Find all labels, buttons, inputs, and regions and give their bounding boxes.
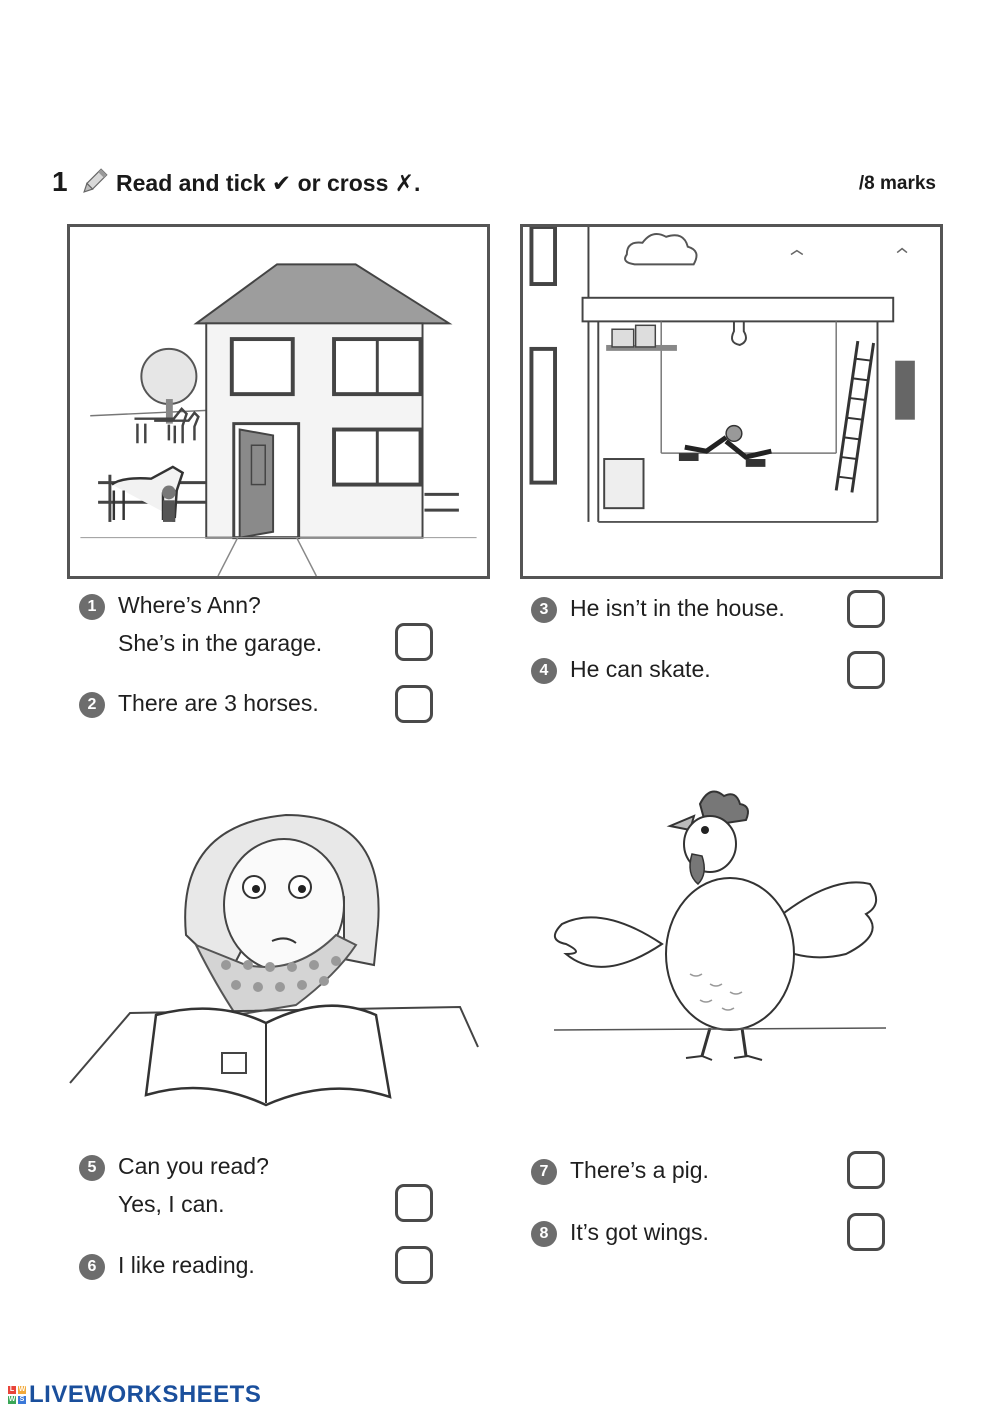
question-2-line1: There are 3 horses. (118, 690, 319, 716)
question-5-line1: Can you read? (118, 1153, 269, 1179)
logo-letter: W (18, 1386, 26, 1393)
question-6-line1: I like reading. (118, 1252, 255, 1278)
instruction-text: Read and tick ✔ or cross ✗. (116, 170, 421, 196)
question-3-line1: He isn’t in the house. (570, 595, 785, 621)
question-number-3: 3 (531, 597, 557, 623)
girl-reading-picture (66, 805, 481, 1115)
garage-picture (520, 224, 943, 579)
question-number-5: 5 (79, 1155, 105, 1181)
question-1-line1: Where’s Ann? (118, 592, 261, 618)
answer-box-4[interactable] (847, 651, 885, 689)
answer-box-7[interactable] (847, 1151, 885, 1189)
answer-box-5[interactable] (395, 1184, 433, 1222)
house-picture (67, 224, 490, 579)
question-8-line1: It’s got wings. (570, 1219, 709, 1245)
question-5-line2: Yes, I can. (118, 1191, 225, 1217)
question-number-8: 8 (531, 1221, 557, 1247)
liveworksheets-logo[interactable] (8, 1382, 261, 1408)
answer-box-3[interactable] (847, 590, 885, 628)
logo-letter: S (19, 1396, 25, 1403)
exercise-number: 1 (52, 166, 68, 197)
hen-picture (550, 784, 890, 1084)
logo-letter: W (8, 1396, 16, 1403)
question-number-4: 4 (531, 658, 557, 684)
question-number-2: 2 (79, 692, 105, 718)
answer-box-6[interactable] (395, 1246, 433, 1284)
question-number-1: 1 (79, 594, 105, 620)
answer-box-8[interactable] (847, 1213, 885, 1251)
answer-box-1[interactable] (395, 623, 433, 661)
logo-text: LIVEWORKSHEETS (29, 1381, 262, 1408)
answer-box-2[interactable] (395, 685, 433, 723)
question-4-line1: He can skate. (570, 656, 711, 682)
logo-letter: L (9, 1386, 15, 1393)
marks-label: /8 marks (858, 173, 936, 194)
question-7-line1: There’s a pig. (570, 1157, 709, 1183)
question-number-6: 6 (79, 1254, 105, 1280)
question-1-line2: She’s in the garage. (118, 630, 323, 656)
pencil-icon (78, 166, 110, 198)
question-number-7: 7 (531, 1159, 557, 1185)
logo-grid-icon (8, 1386, 26, 1404)
